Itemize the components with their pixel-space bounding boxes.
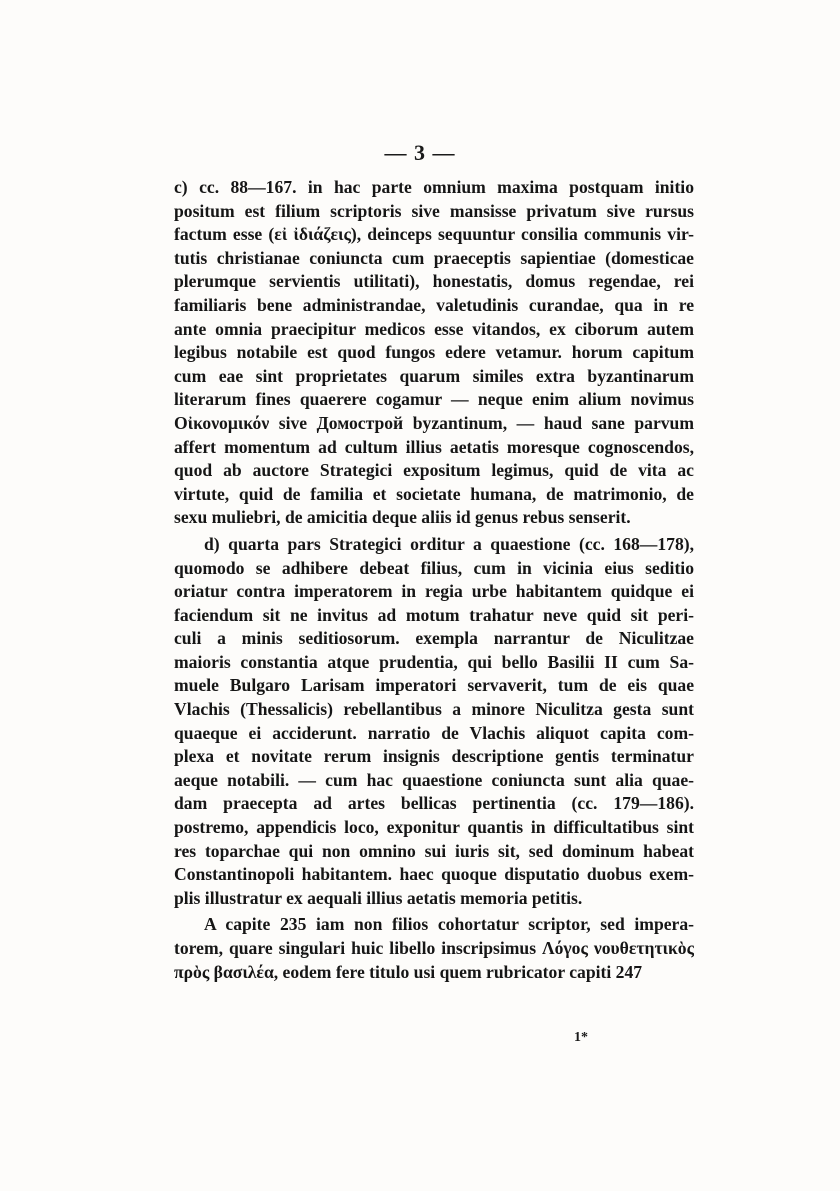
text-line: positum est filium scriptoris sive mansisse privatum sive rursus xyxy=(174,200,694,221)
text-line: c) cc. 88—167. in hac parte omnium maxima postquam initio xyxy=(174,177,694,197)
text-line: plerumque servientis utilitati), honestatis, domus regendae, rei xyxy=(174,271,694,292)
text-line: quomodo se adhibere debeat filius, cum in vicinia eius seditio xyxy=(174,557,694,578)
text-line: torem, quare singulari huic libello inscripsimus Λόγος νουθετητικὸς xyxy=(174,938,694,958)
text-line: aeque notabili. — cum hac quaestione coniuncta sunt alia quae- xyxy=(174,769,694,790)
paragraph xyxy=(174,533,694,911)
text-line: Constantinopoli habitantem. haec quoque disputatio duobus exem- xyxy=(174,864,694,885)
text-line: sexu muliebri, de amicitia deque aliis id genus rebus senserit. xyxy=(174,507,631,528)
text-line: ante omnia praecipitur medicos esse vitandos, ex ciborum autem xyxy=(174,318,694,339)
text-line: quaeque ei acciderunt. narratio de Vlachis aliquot capita com- xyxy=(174,722,694,743)
text-line: legibus notabile est quod fungos edere vetamur. horum capitum xyxy=(174,342,694,363)
text-line: A capite 235 iam non filios cohortatur scriptor, sed impera- xyxy=(204,914,694,935)
text-line: cum eae sint proprietates quarum similes extra byzantinarum xyxy=(174,365,694,386)
text-line: muele Bulgaro Larisam imperatori servaverit, tum de eis quae xyxy=(174,675,694,696)
paragraph xyxy=(174,176,694,530)
text-line: literarum fines quaerere cogamur — neque enim alium novimus xyxy=(174,389,694,410)
text-line: res toparchae qui non omnino sui iuris sit, sed dominum habeat xyxy=(174,840,694,861)
body-text xyxy=(174,176,694,984)
text-line: plexa et novitate rerum insignis descriptione gentis terminatur xyxy=(174,746,694,767)
text-line: quod ab auctore Strategici expositum legimus, quid de vita ac xyxy=(174,460,694,481)
text-line: affert momentum ad cultum illius aetatis moresque cognoscendos, xyxy=(174,436,694,457)
text-line: dam praecepta ad artes bellicas pertinentia (cc. 179—186). xyxy=(174,793,694,814)
page-number: — 3 — xyxy=(384,140,456,165)
text-line: Οἰκονομικόν sive Домострой byzantinum, — haud sane parvum xyxy=(174,412,694,433)
text-line: faciendum sit ne invitus ad motum trahatur neve quid sit peri- xyxy=(174,604,694,625)
text-line: postremo, appendicis loco, exponitur quantis in difficultatibus sint xyxy=(174,817,694,838)
text-line: familiaris bene administrandae, valetudinis curandae, qua in re xyxy=(174,294,694,315)
text-line: maioris constantia atque prudentia, qui bello Basilii II cum Sa- xyxy=(174,651,694,672)
text-line: virtute, quid de familia et societate humana, de matrimonio, de xyxy=(174,483,694,504)
text-line: tutis christianae coniuncta cum praeceptis sapientiae (domesticae xyxy=(174,247,694,268)
paragraph xyxy=(174,913,694,984)
text-line: plis illustratur ex aequali illius aetatis memoria petitis. xyxy=(174,887,583,908)
text-line: culi a minis seditiosorum. exempla narrantur de Niculitzae xyxy=(174,628,694,649)
text-line: factum esse (εἰ ἰδιάζεις), deinceps sequuntur consilia communis vir- xyxy=(174,224,694,245)
signature-mark: 1* xyxy=(574,1030,588,1045)
text-line: d) quarta pars Strategici orditur a quaestione (cc. 168—178), xyxy=(204,533,694,554)
text-line: πρὸς βασιλέα, eodem fere titulo usi quem rubricator capiti 247 xyxy=(174,961,643,982)
text-line: Vlachis (Thessalicis) rebellantibus a minore Niculitza gesta sunt xyxy=(174,699,694,720)
text-line: oriatur contra imperatorem in regia urbe habitantem quidque ei xyxy=(174,581,694,602)
